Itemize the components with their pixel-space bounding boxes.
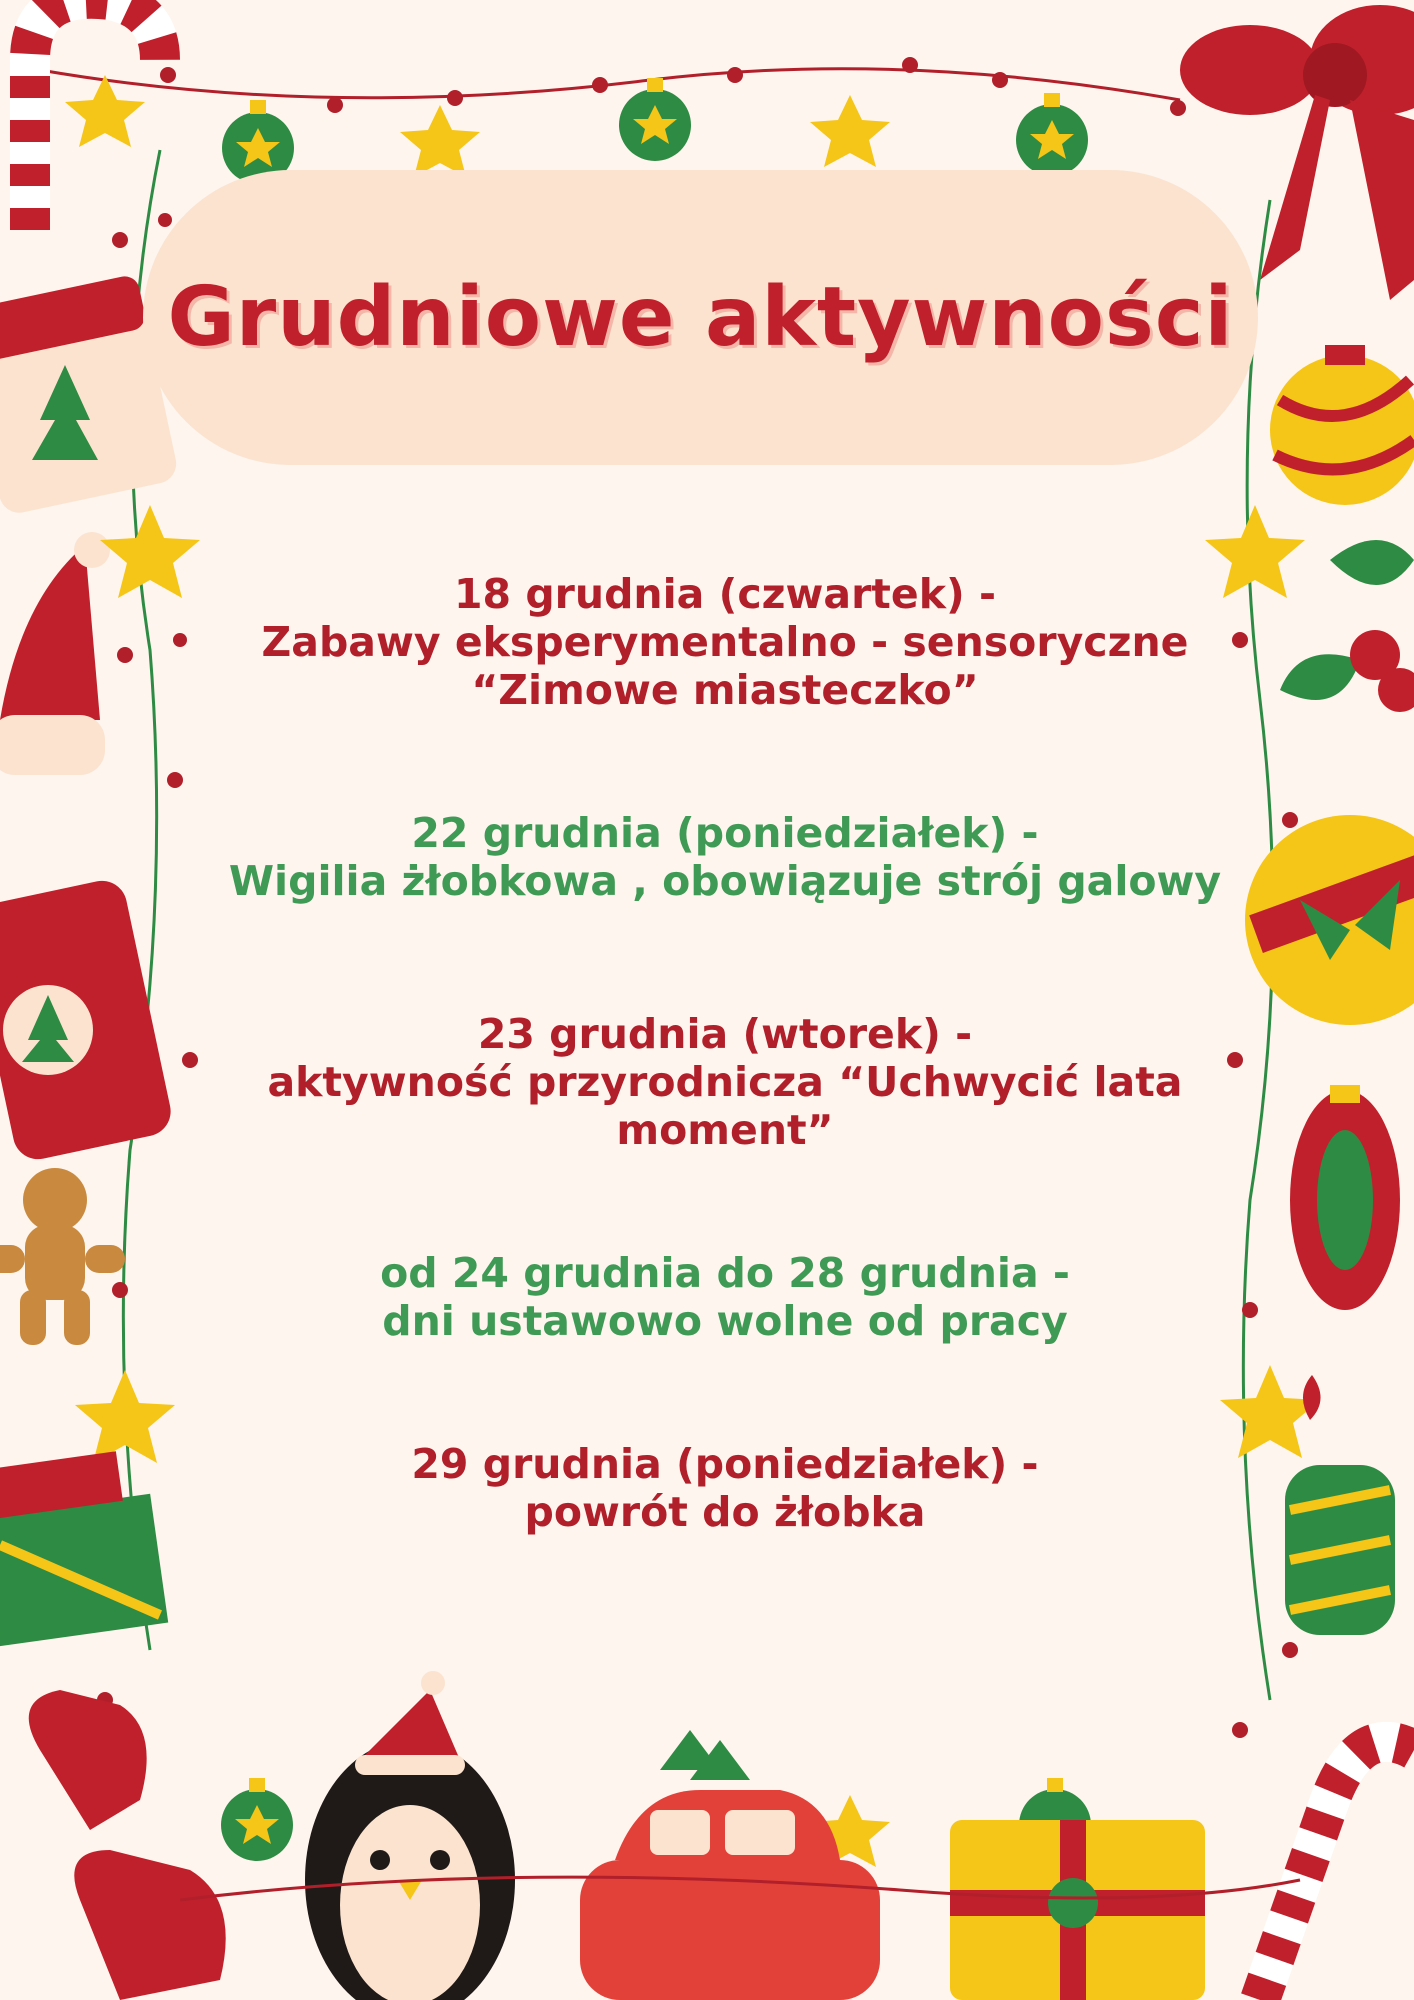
event-line: aktywność przyrodnicza “Uchwycić lata — [267, 1058, 1183, 1106]
title-banner — [143, 170, 1258, 465]
event-line: dni ustawowo wolne od pracy — [382, 1297, 1068, 1345]
candy-cane-icon — [1260, 1742, 1414, 2000]
event-line: od 24 grudnia do 28 grudnia - — [380, 1249, 1070, 1297]
ornament-icon — [619, 78, 691, 161]
holly-icon — [1280, 540, 1414, 712]
event-line: 22 grudnia (poniedziałek) - — [411, 809, 1039, 857]
penguin-icon — [305, 1671, 515, 2000]
ornament-icon — [1270, 345, 1414, 505]
gingerbread-man-icon — [0, 1168, 125, 1345]
events-list — [200, 570, 1250, 1536]
mitten-icon — [29, 1690, 226, 2000]
gift-box-icon — [0, 1451, 168, 1646]
page-title: Grudniowe aktywności — [167, 270, 1234, 365]
ornament-icon — [221, 1778, 293, 1861]
event-line: Wigilia żłobkowa , obowiązuje strój galowy — [228, 857, 1222, 905]
garland-string-top — [40, 69, 1180, 100]
event-item — [200, 1010, 1250, 1154]
car-icon — [580, 1730, 880, 2000]
ornament-icon — [1290, 1085, 1400, 1310]
event-line: powrót do żłobka — [524, 1488, 926, 1536]
event-item — [200, 809, 1250, 905]
event-line: 18 grudnia (czwartek) - — [454, 570, 996, 618]
event-line: Zabawy eksperymentalno - sensoryczne — [261, 618, 1189, 666]
event-line: 23 grudnia (wtorek) - — [477, 1010, 973, 1058]
event-line: 29 grudnia (poniedziałek) - — [411, 1440, 1039, 1488]
gift-box-icon — [950, 1820, 1205, 2000]
event-line: “Zimowe miasteczko” — [471, 666, 979, 714]
ornament-icon — [1016, 93, 1088, 176]
mug-icon — [0, 876, 175, 1164]
event-item — [200, 570, 1250, 714]
event-item — [200, 1440, 1250, 1536]
santa-hat-icon — [0, 532, 110, 775]
event-line: moment” — [616, 1106, 834, 1154]
event-item — [200, 1249, 1250, 1345]
